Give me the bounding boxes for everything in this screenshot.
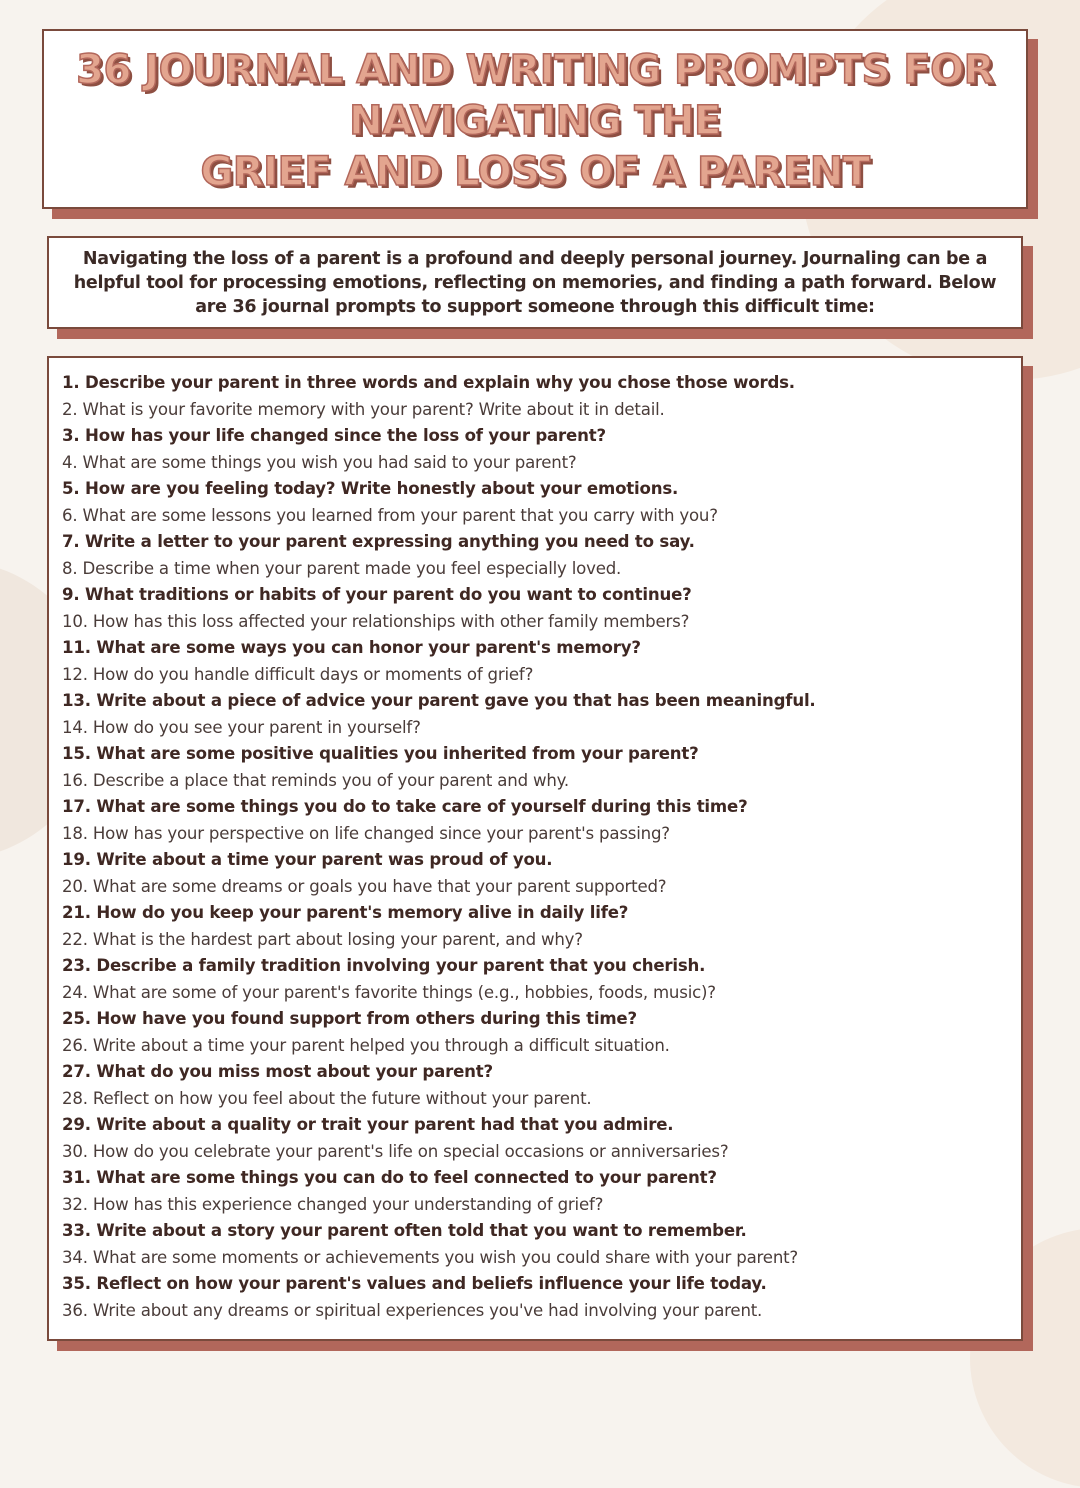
prompt-list <box>49 358 1021 1324</box>
prompt-item: 13. Write about a piece of advice your parent gave you that has been meaningful. <box>62 691 816 710</box>
prompt-item: 25. How have you found support from others during this time? <box>62 1009 637 1028</box>
prompt-item: 33. Write about a story your parent often told that you want to remember. <box>62 1221 747 1240</box>
title-line-2: NAVIGATING THE <box>349 98 721 144</box>
title-line-3: GRIEF AND LOSS OF A PARENT <box>200 149 870 195</box>
prompt-item: 34. What are some moments or achievements you wish you could share with your parent? <box>62 1247 799 1267</box>
prompt-item: 26. Write about a time your parent helped you through a difficult situation. <box>62 1035 670 1055</box>
prompt-item: 7. Write a letter to your parent expressing anything you need to say. <box>62 532 695 551</box>
prompt-item: 1. Describe your parent in three words and explain why you chose those words. <box>62 373 795 392</box>
prompt-item: 22. What is the hardest part about losing your parent, and why? <box>62 929 583 949</box>
prompt-item: 9. What traditions or habits of your parent do you want to continue? <box>62 585 692 604</box>
title-line-1: 36 JOURNAL AND WRITING PROMPTS FOR <box>76 47 994 93</box>
prompt-item: 5. How are you feeling today? Write honestly about your emotions. <box>62 479 679 498</box>
prompt-item: 19. Write about a time your parent was proud of you. <box>62 850 553 869</box>
prompt-item: 17. What are some things you do to take care of yourself during this time? <box>62 797 748 816</box>
prompt-item: 31. What are some things you can do to feel connected to your parent? <box>62 1168 717 1187</box>
prompt-item: 2. What is your favorite memory with your parent? Write about it in detail. <box>62 399 665 419</box>
prompt-item: 14. How do you see your parent in yourself? <box>62 717 421 737</box>
prompt-item: 30. How do you celebrate your parent's life on special occasions or anniversaries? <box>62 1141 729 1161</box>
prompt-item: 24. What are some of your parent's favorite things (e.g., hobbies, foods, music)? <box>62 982 716 1002</box>
title-box <box>42 29 1028 209</box>
page-title <box>44 31 1026 198</box>
prompt-item: 29. Write about a quality or trait your parent had that you admire. <box>62 1115 674 1134</box>
prompt-item: 4. What are some things you wish you had said to your parent? <box>62 452 577 472</box>
prompt-item: 8. Describe a time when your parent made you feel especially loved. <box>62 558 622 578</box>
prompt-item: 21. How do you keep your parent's memory alive in daily life? <box>62 903 629 922</box>
prompt-item: 28. Reflect on how you feel about the future without your parent. <box>62 1088 592 1108</box>
prompt-item: 12. How do you handle difficult days or moments of grief? <box>62 664 534 684</box>
prompt-item: 10. How has this loss affected your relationships with other family members? <box>62 611 690 631</box>
prompt-item: 6. What are some lessons you learned from your parent that you carry with you? <box>62 505 718 525</box>
intro-text: Navigating the loss of a parent is a profound and deeply personal journey. Journaling can be a helpful tool for processing emotions, reflecting on memories, and finding a path forward. Below are 36 journal prompts to support someone through this difficult time: <box>73 249 997 317</box>
intro-box <box>47 236 1023 329</box>
prompt-item: 16. Describe a place that reminds you of your parent and why. <box>62 770 570 790</box>
prompt-item: 11. What are some ways you can honor your parent's memory? <box>62 638 641 657</box>
prompt-item: 23. Describe a family tradition involving your parent that you cherish. <box>62 956 706 975</box>
prompt-item: 20. What are some dreams or goals you have that your parent supported? <box>62 876 667 896</box>
prompt-item: 15. What are some positive qualities you inherited from your parent? <box>62 744 699 763</box>
prompt-item: 18. How has your perspective on life changed since your parent's passing? <box>62 823 670 843</box>
prompt-item: 27. What do you miss most about your parent? <box>62 1062 493 1081</box>
prompts-box <box>47 356 1023 1341</box>
prompt-item: 3. How has your life changed since the loss of your parent? <box>62 426 606 445</box>
prompt-item: 35. Reflect on how your parent's values and beliefs influence your life today. <box>62 1274 767 1293</box>
prompt-item: 32. How has this experience changed your understanding of grief? <box>62 1194 604 1214</box>
prompt-item: 36. Write about any dreams or spiritual experiences you've had involving your parent. <box>62 1300 763 1320</box>
